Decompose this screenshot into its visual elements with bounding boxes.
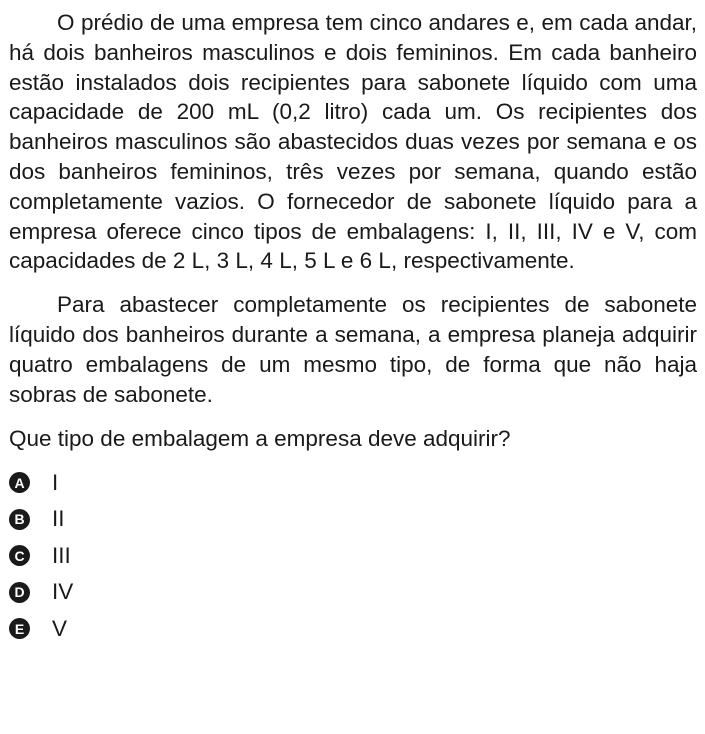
option-a-letter-badge: A: [9, 472, 30, 493]
option-a[interactable]: [9, 464, 697, 501]
option-d-text: IV: [52, 579, 74, 605]
answer-options: [9, 464, 697, 647]
option-e-letter-badge: E: [9, 618, 30, 639]
question-prompt: Que tipo de embalagem a empresa deve adquirir?: [9, 426, 511, 452]
option-c[interactable]: [9, 537, 697, 574]
option-c-text: III: [52, 542, 71, 568]
statement-paragraph-1: O prédio de uma empresa tem cinco andares e, em cada andar, há dois banheiros masculinos e dois femininos. Em cada banheiro estão instalados dois recipientes para sabonete líquido com uma capacidade de 200 mL (0,2 litro) cada um. Os recipientes dos banheiros masculinos são abastecidos duas vezes por semana e os dos banheiros femininos, três vezes por semana, quando estão completamente vazios. O fornecedor de sabonete líquido para a empresa oferece cinco tipos de embalagens: I, II, III, IV e V, com capacidades de 2 L, 3 L, 4 L, 5 L e 6 L, respectivamente.: [9, 10, 697, 274]
option-a-text: I: [52, 469, 59, 495]
option-d[interactable]: [9, 574, 697, 611]
option-d-letter-badge: D: [9, 582, 30, 603]
option-b-letter-badge: B: [9, 509, 30, 530]
statement-paragraph-2: Para abastecer completamente os recipientes de sabonete líquido dos banheiros durante a semana, a empresa planeja adquirir quatro embalagens de um mesmo tipo, de forma que não haja sobras de sabonete.: [9, 292, 697, 407]
option-b-text: II: [52, 506, 65, 532]
option-c-letter-badge: C: [9, 545, 30, 566]
option-e-text: V: [52, 615, 68, 641]
option-b[interactable]: [9, 501, 697, 538]
option-e[interactable]: [9, 610, 697, 647]
